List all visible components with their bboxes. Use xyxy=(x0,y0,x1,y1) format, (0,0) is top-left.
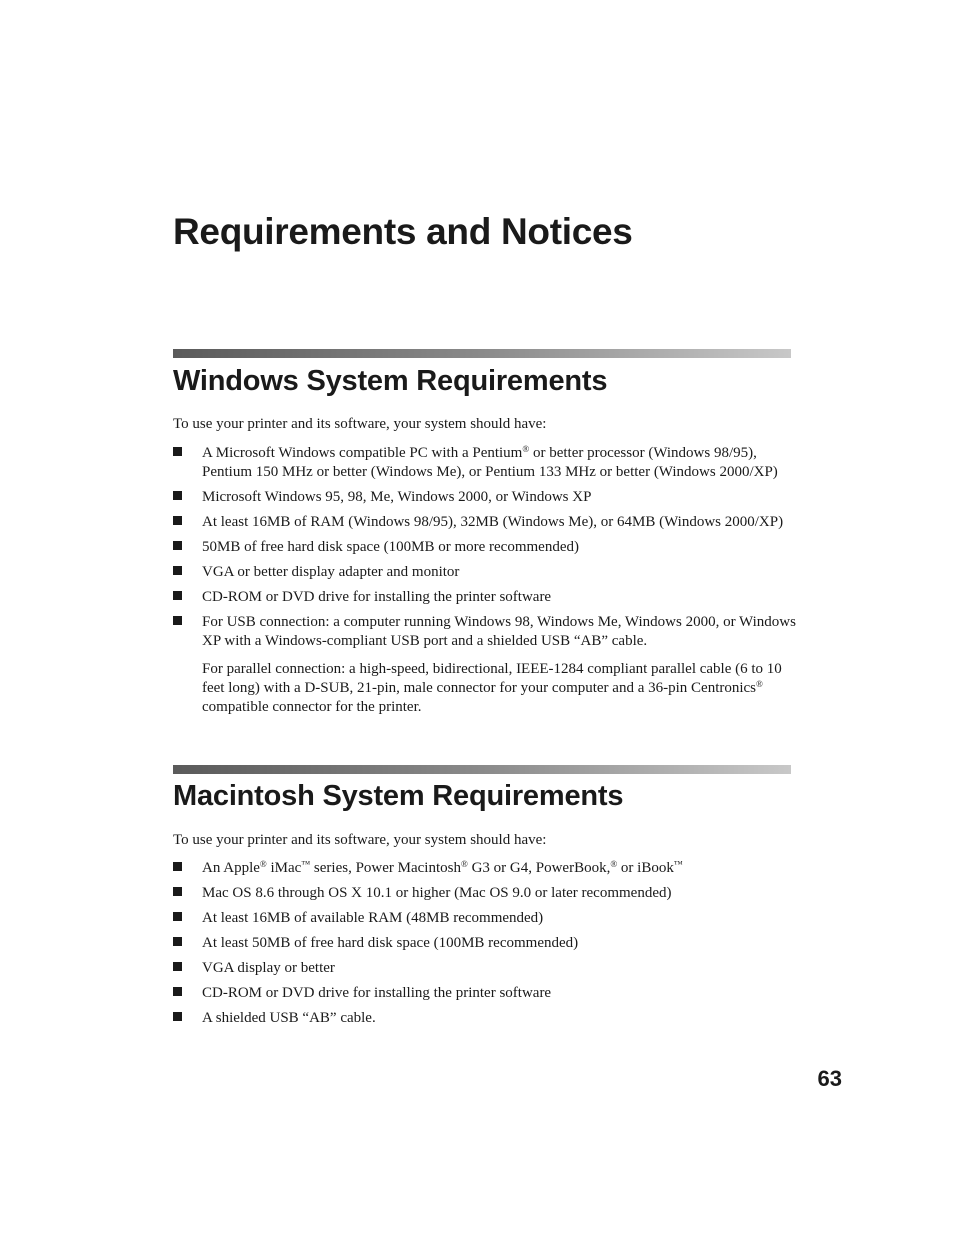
list-item: Microsoft Windows 95, 98, Me, Windows 2000, or Windows XP xyxy=(173,488,803,507)
macintosh-section-title: Macintosh System Requirements xyxy=(173,780,624,812)
section-divider-windows xyxy=(173,349,791,358)
bullet-icon xyxy=(173,912,182,921)
section-divider-macintosh xyxy=(173,765,791,774)
list-item: A shielded USB “AB” cable. xyxy=(173,1009,803,1028)
windows-section-title: Windows System Requirements xyxy=(173,365,608,397)
macintosh-requirements-list xyxy=(173,859,803,1034)
bullet-icon xyxy=(173,491,182,500)
bullet-icon xyxy=(173,516,182,525)
list-item: At least 16MB of available RAM (48MB recommended) xyxy=(173,909,803,928)
list-item: An Apple® iMac™ series, Power Macintosh® G3 or G4, PowerBook,® or iBook™ xyxy=(173,859,803,878)
bullet-icon xyxy=(173,541,182,550)
bullet-icon xyxy=(173,987,182,996)
list-item: At least 50MB of free hard disk space (100MB recommended) xyxy=(173,934,803,953)
bullet-icon xyxy=(173,447,182,456)
bullet-icon xyxy=(173,616,182,625)
list-item: CD-ROM or DVD drive for installing the printer software xyxy=(173,984,803,1003)
bullet-icon xyxy=(173,591,182,600)
list-item: VGA or better display adapter and monitor xyxy=(173,563,803,582)
list-item: 50MB of free hard disk space (100MB or more recommended) xyxy=(173,538,803,557)
windows-intro: To use your printer and its software, your system should have: xyxy=(173,416,547,432)
bullet-icon xyxy=(173,566,182,575)
list-item: Mac OS 8.6 through OS X 10.1 or higher (Mac OS 9.0 or later recommended) xyxy=(173,884,803,903)
list-item: A Microsoft Windows compatible PC with a Pentium® or better processor (Windows 98/95), Pentium 150 MHz or better (Windows Me), or Pentium 133 MHz or better (Windows 2000/XP) xyxy=(173,444,803,482)
bullet-icon xyxy=(173,1012,182,1021)
chapter-title: Requirements and Notices xyxy=(173,211,633,252)
parallel-connection-note: For parallel connection: a high-speed, bidirectional, IEEE-1284 compliant parallel cable (6 to 10 feet long) with a D-SUB, 21-pin, male connector for your computer and a 36-pin Centronics® compatible connector for the printer. xyxy=(202,661,782,715)
windows-requirements-list xyxy=(173,444,803,723)
list-item: VGA display or better xyxy=(173,959,803,978)
macintosh-intro: To use your printer and its software, your system should have: xyxy=(173,832,547,848)
list-item: CD-ROM or DVD drive for installing the printer software xyxy=(173,588,803,607)
bullet-icon xyxy=(173,887,182,896)
list-item: For USB connection: a computer running Windows 98, Windows Me, Windows 2000, or Windows XP with a Windows-compliant USB port and a shielded USB “AB” cable. For parallel connection: a high-speed, bidirectional, IEEE-1284 compliant parallel cable (6 to 10 feet long) with a D-SUB, 21-pin, male connector for your computer and a 36-pin Centronics® compatible connector for the printer. xyxy=(173,613,803,717)
bullet-icon xyxy=(173,937,182,946)
page-number: 63 xyxy=(817,1066,842,1091)
list-item: At least 16MB of RAM (Windows 98/95), 32MB (Windows Me), or 64MB (Windows 2000/XP) xyxy=(173,513,803,532)
bullet-icon xyxy=(173,862,182,871)
bullet-icon xyxy=(173,962,182,971)
